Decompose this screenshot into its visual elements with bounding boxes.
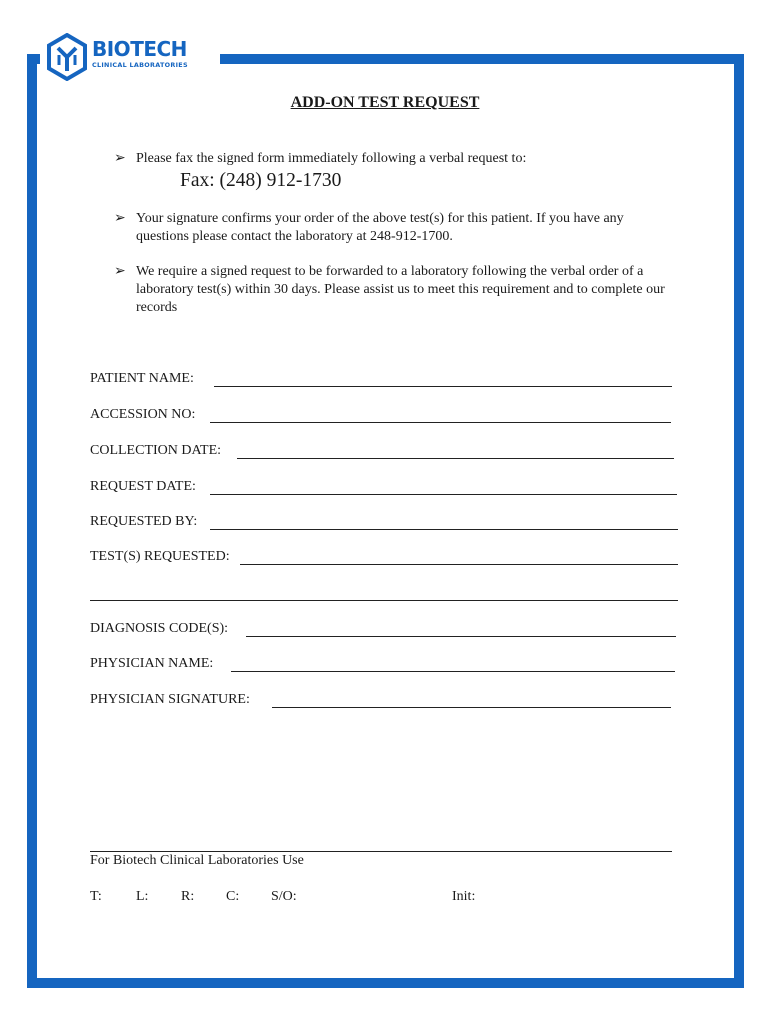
lab-use-label: For Biotech Clinical Laboratories Use [90, 853, 304, 868]
requested-by-line[interactable] [210, 529, 678, 530]
accession-no-label: ACCESSION NO: [90, 407, 196, 422]
biotech-logo [40, 30, 220, 84]
bullet-arrow-icon: ➢ [114, 211, 126, 226]
diagnosis-codes-line[interactable] [246, 636, 676, 637]
instruction-fax: Please fax the signed form immediately following a verbal request to: [136, 151, 527, 166]
physician-signature-line[interactable] [272, 707, 671, 708]
tests-requested-label: TEST(S) REQUESTED: [90, 549, 230, 564]
accession-no-line[interactable] [210, 422, 671, 423]
collection-date-line[interactable] [237, 458, 674, 459]
logo-sub-text: CLINICAL LABORATORIES [92, 61, 188, 69]
collection-date-label: COLLECTION DATE: [90, 443, 222, 458]
instruction-signed-request: We require a signed request to be forwarded to a laboratory following the verbal order of a laboratory test(s) within 30 days. Please assist us to meet this requirement and to complete our records [136, 264, 665, 315]
biotech-hexagon-icon [46, 33, 88, 81]
physician-name-line[interactable] [231, 671, 675, 672]
instruction-signature: Your signature confirms your order of the above test(s) for this patient. If you have any questions please contact the laboratory at 248-912-1700. [136, 211, 624, 244]
patient-name-line[interactable] [214, 386, 672, 387]
logo-brand-text: BIOTECH [92, 37, 187, 61]
diagnosis-codes-label: DIAGNOSIS CODE(S): [90, 621, 229, 636]
bullet-arrow-icon: ➢ [114, 264, 126, 279]
physician-signature-label: PHYSICIAN SIGNATURE: [90, 692, 250, 707]
lab-use-l: L: [136, 889, 149, 904]
fax-number: Fax: (248) 912-1730 [180, 170, 342, 191]
request-date-line[interactable] [210, 494, 677, 495]
form-title: ADD-ON TEST REQUEST [290, 94, 480, 111]
lab-use-init: Init: [452, 889, 476, 904]
lab-use-r: R: [181, 889, 195, 904]
physician-name-label: PHYSICIAN NAME: [90, 656, 214, 671]
requested-by-label: REQUESTED BY: [90, 514, 198, 529]
request-date-label: REQUEST DATE: [90, 479, 196, 494]
bullet-arrow-icon: ➢ [114, 151, 126, 166]
lab-use-c: C: [226, 889, 240, 904]
lab-use-t: T: [90, 889, 102, 904]
tests-requested-line[interactable] [240, 564, 678, 565]
tests-requested-line-2[interactable] [90, 600, 678, 601]
lab-use-so: S/O: [271, 889, 297, 904]
patient-name-label: PATIENT NAME: [90, 371, 194, 386]
